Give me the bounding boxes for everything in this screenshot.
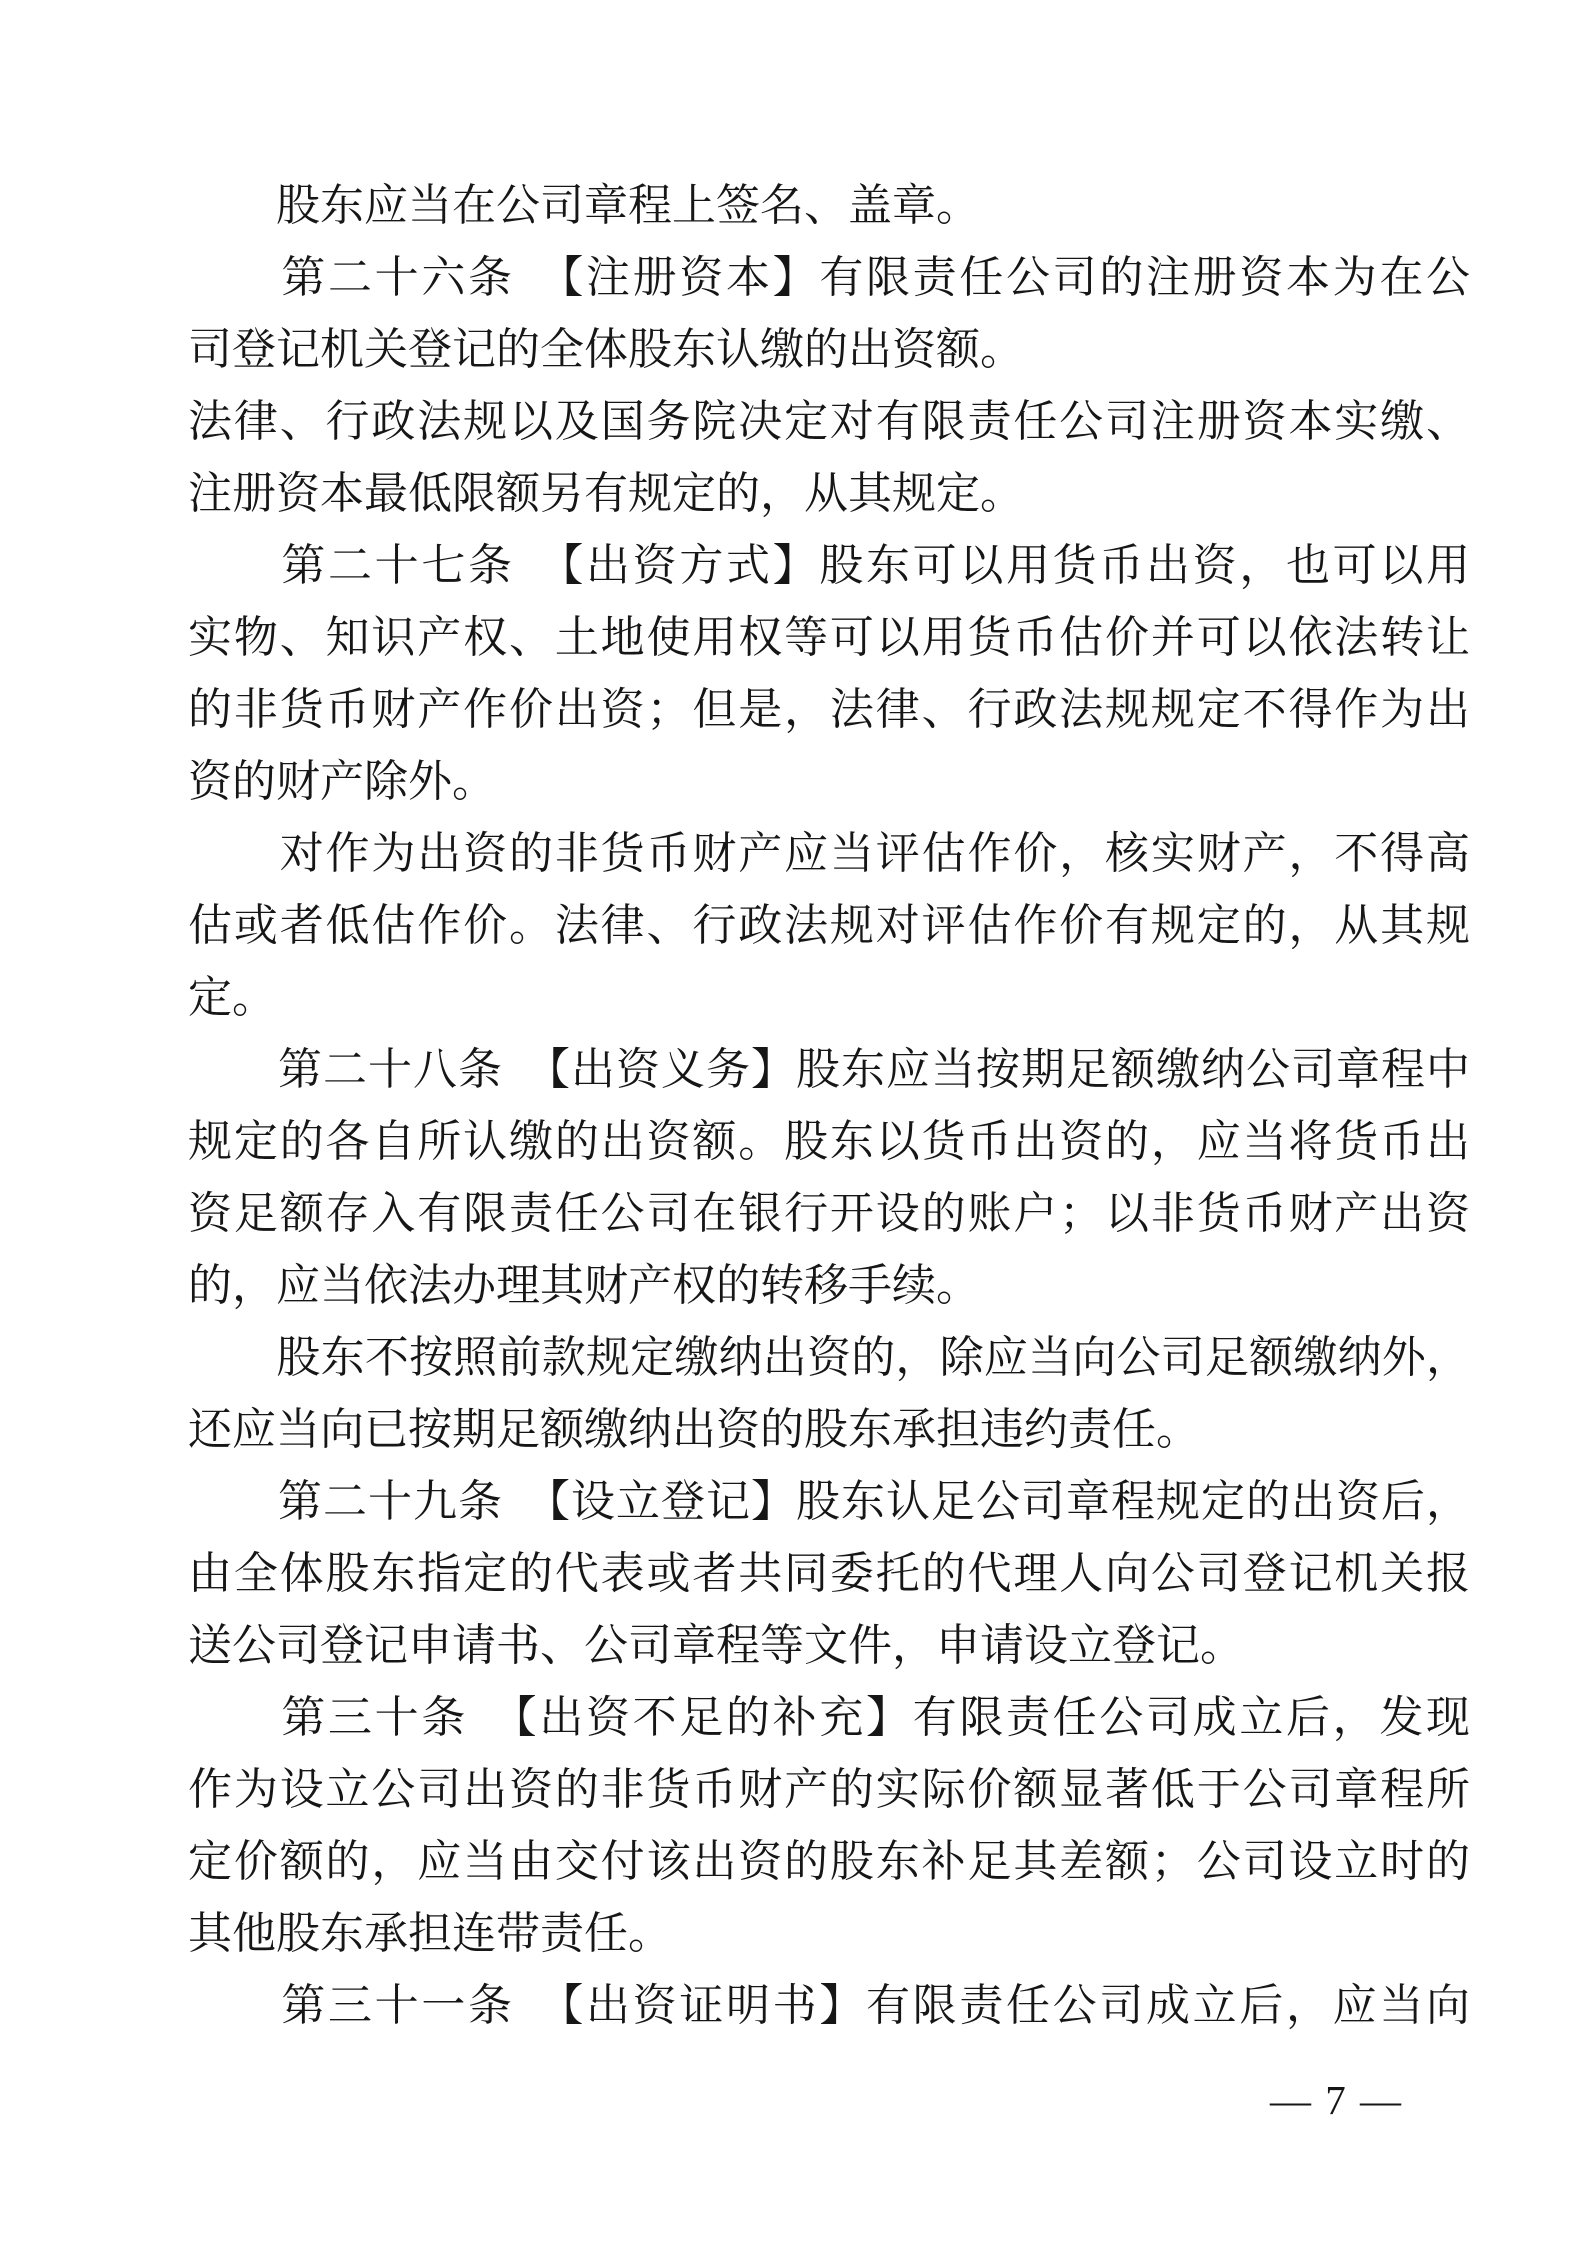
text-line: 第三十条 【出资不足的补充】有限责任公司成立后，发现 (188, 1693, 1470, 1742)
text-line: 其他股东承担连带责任。 (188, 1909, 672, 1958)
text-line: 注册资本最低限额另有规定的，从其规定。 (188, 469, 1024, 518)
text-line: 法律、行政法规以及国务院决定对有限责任公司注册资本实缴、 (188, 397, 1470, 446)
text-line: 第二十六条 【注册资本】有限责任公司的注册资本为在公 (188, 253, 1470, 302)
text-line: 定价额的，应当由交付该出资的股东补足其差额；公司设立时的 (188, 1837, 1470, 1886)
page-number: — 7 — (1270, 2077, 1403, 2123)
text-line: 对作为出资的非货币财产应当评估作价，核实财产，不得高 (188, 829, 1470, 878)
text-line: 资的财产除外。 (188, 757, 496, 806)
text-line: 估或者低估作价。法律、行政法规对评估作价有规定的，从其规 (188, 901, 1470, 950)
text-line: 定。 (188, 973, 276, 1022)
text-line: 实物、知识产权、土地使用权等可以用货币估价并可以依法转让 (188, 613, 1470, 662)
document-text (188, 170, 1470, 2042)
text-line: 送公司登记申请书、公司章程等文件，申请设立登记。 (188, 1621, 1244, 1670)
text-line: 第二十八条 【出资义务】股东应当按期足额缴纳公司章程中 (188, 1045, 1470, 1094)
text-line: 第二十九条 【设立登记】股东认足公司章程规定的出资后， (188, 1477, 1470, 1526)
text-line: 资足额存入有限责任公司在银行开设的账户；以非货币财产出资 (188, 1189, 1470, 1238)
text-line: 由全体股东指定的代表或者共同委托的代理人向公司登记机关报 (188, 1549, 1470, 1598)
text-line: 规定的各自所认缴的出资额。股东以货币出资的，应当将货币出 (188, 1117, 1470, 1166)
text-line: 股东不按照前款规定缴纳出资的，除应当向公司足额缴纳外， (188, 1333, 1470, 1382)
text-line: 司登记机关登记的全体股东认缴的出资额。 (188, 325, 1024, 374)
text-line: 的非货币财产作价出资；但是，法律、行政法规规定不得作为出 (188, 685, 1470, 734)
text-line: 第二十七条 【出资方式】股东可以用货币出资，也可以用 (188, 541, 1470, 590)
text-line: 的，应当依法办理其财产权的转移手续。 (188, 1261, 980, 1310)
text-line: 第三十一条 【出资证明书】有限责任公司成立后，应当向 (188, 1981, 1470, 2030)
text-line: 股东应当在公司章程上签名、盖章。 (188, 181, 980, 230)
text-line: 作为设立公司出资的非货币财产的实际价额显著低于公司章程所 (188, 1765, 1470, 1814)
text-line: 还应当向已按期足额缴纳出资的股东承担违约责任。 (188, 1405, 1200, 1454)
